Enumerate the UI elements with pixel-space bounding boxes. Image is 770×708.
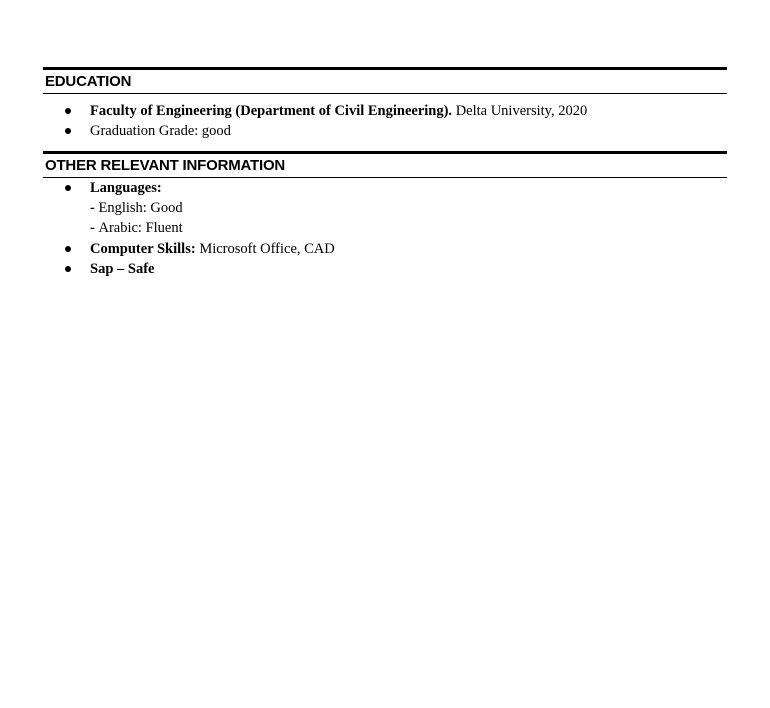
other-info-section: [43, 151, 727, 279]
education-item-grade: [43, 121, 727, 141]
software-label: Sap – Safe: [90, 261, 155, 277]
bullet-icon: [65, 108, 71, 114]
education-header: [43, 67, 727, 94]
bullet-icon: [65, 246, 71, 252]
language-entry-arabic: - Arabic: Fluent: [90, 220, 183, 236]
languages-item: [43, 178, 727, 238]
language-entry-english: - English: Good: [90, 200, 183, 216]
software-item: [43, 259, 727, 279]
other-info-list: [43, 178, 727, 279]
education-item-degree: [43, 101, 727, 121]
degree-institution: Delta University, 2020: [452, 103, 588, 119]
graduation-grade: Graduation Grade: good: [90, 123, 231, 139]
education-list: [43, 101, 727, 141]
bullet-icon: [65, 266, 71, 272]
computer-skills-value: Microsoft Office, CAD: [195, 241, 335, 257]
other-info-header: [43, 151, 727, 178]
education-section: [43, 67, 727, 141]
bullet-icon: [65, 128, 71, 134]
computer-skills-label: Computer Skills:: [90, 241, 196, 257]
languages-label: Languages:: [90, 180, 162, 196]
computer-skills-item: [43, 239, 727, 259]
degree-name: Faculty of Engineering (Department of Civil Engineering).: [90, 103, 453, 119]
education-title: EDUCATION: [45, 73, 132, 90]
bullet-icon: [65, 185, 71, 191]
other-info-title: OTHER RELEVANT INFORMATION: [45, 157, 286, 174]
